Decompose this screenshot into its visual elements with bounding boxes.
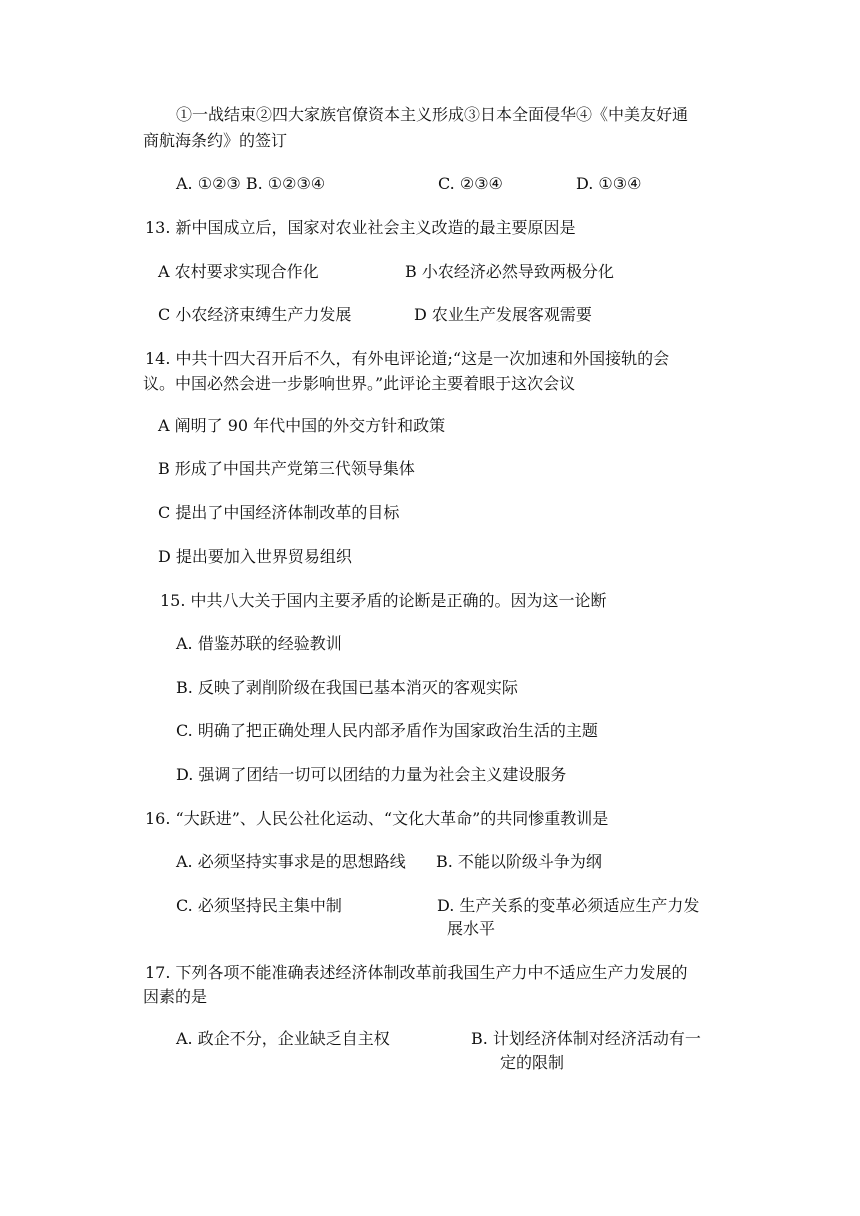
q12-option-c: C. ②③④ xyxy=(438,174,503,193)
q14-stem-line-1: 14. 中共十四大召开后不久，有外电评论道;“这是一次加速和外国接轨的会 xyxy=(145,349,670,368)
q13-option-d: D 农业生产发展客观需要 xyxy=(414,305,592,324)
q15-option-a: A. 借鉴苏联的经验教训 xyxy=(176,634,342,653)
q17-stem-line-2: 因素的是 xyxy=(143,987,208,1006)
q14-option-d: D 提出要加入世界贸易组织 xyxy=(158,547,352,566)
q14-option-c: C 提出了中国经济体制改革的目标 xyxy=(158,503,400,522)
q17-option-a: A. 政企不分，企业缺乏自主权 xyxy=(176,1029,390,1048)
intro-line-2: 商航海条约》的签订 xyxy=(143,131,288,150)
q12-option-ab: A. ①②③ B. ①②③④ xyxy=(176,174,326,193)
intro-line-1: ①一战结束②四大家族官僚资本主义形成③日本全面侵华④《中美友好通 xyxy=(176,105,689,124)
q16-option-a: A. 必须坚持实事求是的思想路线 xyxy=(176,852,406,871)
q12-option-d: D. ①③④ xyxy=(576,174,642,193)
q16-stem: 16. “大跃进”、人民公社化运动、“文化大革命”的共同惨重教训是 xyxy=(145,809,609,828)
q16-option-d-line-1: D. 生产关系的变革必须适应生产力发 xyxy=(437,896,700,915)
q16-option-c: C. 必须坚持民主集中制 xyxy=(176,896,342,915)
q15-option-b: B. 反映了剥削阶级在我国已基本消灭的客观实际 xyxy=(176,678,518,697)
q13-stem: 13. 新中国成立后，国家对农业社会主义改造的最主要原因是 xyxy=(145,218,576,237)
q17-option-b-line-1: B. 计划经济体制对经济活动有一 xyxy=(471,1029,701,1048)
q17-option-b-line-2: 定的限制 xyxy=(500,1053,565,1072)
q14-option-a: A 阐明了 90 年代中国的外交方针和政策 xyxy=(158,416,446,435)
q14-option-b: B 形成了中国共产党第三代领导集体 xyxy=(158,459,415,478)
q13-option-c: C 小农经济束缚生产力发展 xyxy=(158,305,352,324)
q14-stem-line-2: 议。中国必然会进一步影响世界。”此评论主要着眼于这次会议 xyxy=(143,374,576,393)
q15-option-c: C. 明确了把正确处理人民内部矛盾作为国家政治生活的主题 xyxy=(176,721,598,740)
q13-option-a: A 农村要求实现合作化 xyxy=(158,262,319,281)
q15-option-d: D. 强调了团结一切可以团结的力量为社会主义建设服务 xyxy=(176,765,567,784)
q15-stem: 15. 中共八大关于国内主要矛盾的论断是正确的。因为这一论断 xyxy=(160,591,607,610)
q17-stem-line-1: 17. 下列各项不能准确表述经济体制改革前我国生产力中不适应生产力发展的 xyxy=(145,963,688,982)
q16-option-d-line-2: 展水平 xyxy=(447,919,496,938)
q16-option-b: B. 不能以阶级斗争为纲 xyxy=(436,852,602,871)
q13-option-b: B 小农经济必然导致两极分化 xyxy=(405,262,614,281)
